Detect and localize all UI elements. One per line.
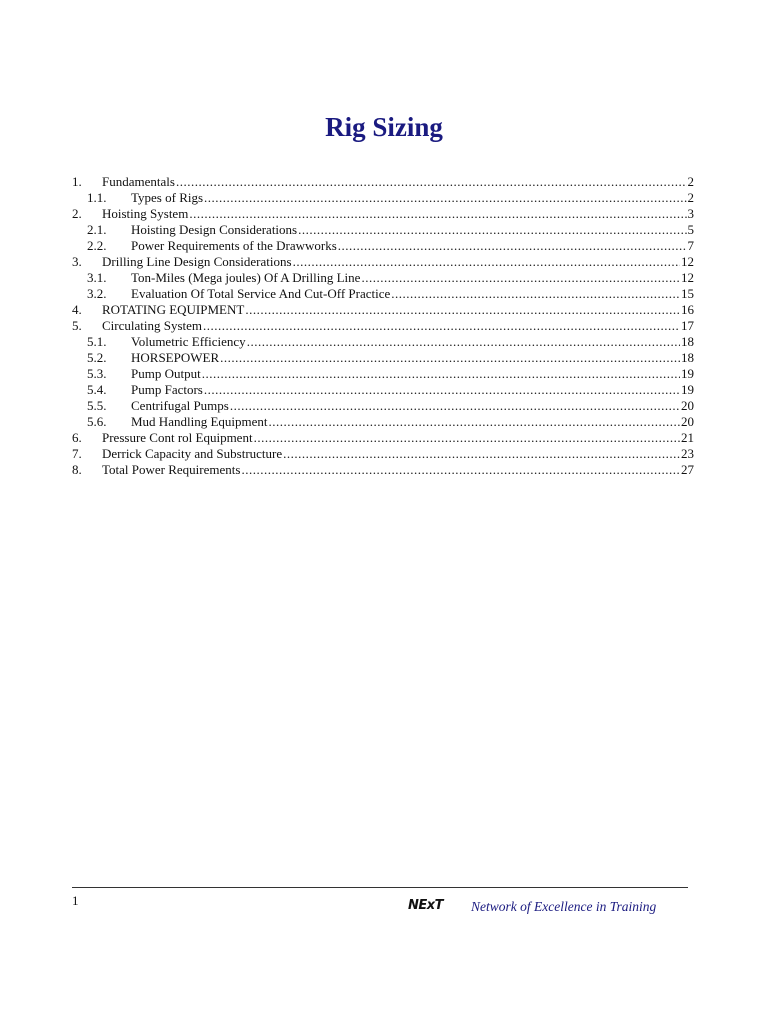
toc-entry-number: 4. (72, 302, 82, 317)
toc-entry[interactable] (72, 206, 694, 222)
toc-entry-label: Pump Output (131, 366, 201, 381)
toc-entry[interactable] (72, 254, 694, 270)
toc-entry[interactable] (72, 222, 694, 238)
footer-tagline: Network of Excellence in Training (471, 899, 657, 914)
toc-dot-leader (189, 206, 686, 222)
toc-entry-number: 5.3. (87, 366, 107, 381)
toc-entry-number: 8. (72, 462, 82, 477)
table-of-contents (72, 174, 694, 478)
toc-entry-page: 20 (681, 414, 694, 429)
toc-entry[interactable] (72, 414, 694, 430)
toc-entry[interactable] (72, 462, 694, 478)
toc-dot-leader (220, 350, 680, 366)
toc-entry-label: Power Requirements of the Drawworks (131, 238, 337, 253)
toc-entry-number: 2. (72, 206, 82, 221)
toc-entry-page: 7 (687, 238, 694, 253)
toc-entry-number: 5.2. (87, 350, 107, 365)
toc-dot-leader (247, 334, 680, 350)
footer-divider (72, 887, 688, 888)
toc-entry[interactable] (72, 238, 694, 254)
page-number: 1 (72, 893, 79, 908)
toc-entry-page: 23 (681, 446, 694, 461)
toc-entry[interactable] (72, 382, 694, 398)
toc-entry-number: 5.4. (87, 382, 107, 397)
document-title: Rig Sizing (325, 112, 443, 142)
toc-entry-label: ROTATING EQUIPMENT (102, 302, 245, 317)
toc-dot-leader (338, 238, 687, 254)
toc-entry-number: 5. (72, 318, 82, 333)
toc-entry-label: Volumetric Efficiency (131, 334, 246, 349)
toc-entry-label: Drilling Line Design Considerations (102, 254, 292, 269)
toc-entry[interactable] (72, 350, 694, 366)
toc-entry[interactable] (72, 446, 694, 462)
toc-dot-leader (283, 446, 680, 462)
toc-entry-page: 5 (687, 222, 694, 237)
toc-entry-page: 16 (681, 302, 694, 317)
toc-dot-leader (269, 414, 681, 430)
toc-entry-page: 27 (681, 462, 694, 477)
toc-entry-page: 15 (681, 286, 694, 301)
toc-entry-number: 7. (72, 446, 82, 461)
toc-entry[interactable] (72, 398, 694, 414)
toc-entry-number: 1. (72, 174, 82, 189)
toc-dot-leader (241, 462, 680, 478)
toc-entry-number: 1.1. (87, 190, 107, 205)
toc-entry[interactable] (72, 190, 694, 206)
toc-entry-page: 12 (681, 254, 694, 269)
toc-dot-leader (361, 270, 680, 286)
toc-dot-leader (176, 174, 687, 190)
toc-entry[interactable] (72, 286, 694, 302)
toc-dot-leader (293, 254, 680, 270)
toc-entry-label: Centrifugal Pumps (131, 398, 229, 413)
toc-dot-leader (203, 318, 680, 334)
toc-entry-page: 19 (681, 366, 694, 381)
toc-entry-label: Pump Factors (131, 382, 203, 397)
toc-entry-number: 5.6. (87, 414, 107, 429)
toc-entry[interactable] (72, 430, 694, 446)
toc-entry[interactable] (72, 302, 694, 318)
toc-dot-leader (204, 382, 680, 398)
toc-entry[interactable] (72, 334, 694, 350)
next-logo: NExT (408, 898, 444, 913)
toc-entry-number: 5.1. (87, 334, 107, 349)
toc-entry-label: Fundamentals (102, 174, 175, 189)
toc-entry-label: Hoisting Design Considerations (131, 222, 298, 237)
toc-entry-number: 6. (72, 430, 82, 445)
toc-entry[interactable] (72, 174, 694, 190)
toc-entry-number: 5.5. (87, 398, 107, 413)
toc-entry-number: 3. (72, 254, 82, 269)
toc-entry-number: 3.2. (87, 286, 107, 301)
toc-entry-label: HORSEPOWER (131, 350, 220, 365)
toc-entry-page: 21 (681, 430, 694, 445)
toc-dot-leader (391, 286, 680, 302)
toc-entry-label: Total Power Requirements (102, 462, 241, 477)
toc-dot-leader (230, 398, 680, 414)
toc-entry-label: Circulating System (102, 318, 203, 333)
toc-entry-number: 3.1. (87, 270, 107, 285)
toc-dot-leader (298, 222, 686, 238)
toc-dot-leader (245, 302, 680, 318)
toc-entry[interactable] (72, 318, 694, 334)
toc-entry-page: 2 (687, 190, 694, 205)
toc-entry-label: Mud Handling Equipment (131, 414, 268, 429)
toc-entry-label: Pressure Cont rol Equipment (102, 430, 253, 445)
toc-entry[interactable] (72, 270, 694, 286)
toc-entry-page: 17 (681, 318, 694, 333)
toc-entry-page: 19 (681, 382, 694, 397)
toc-entry-label: Types of Rigs (131, 190, 204, 205)
toc-entry[interactable] (72, 366, 694, 382)
toc-entry-page: 18 (681, 350, 694, 365)
toc-entry-label: Evaluation Of Total Service And Cut-Off Practice (131, 286, 391, 301)
toc-entry-page: 20 (681, 398, 694, 413)
toc-entry-page: 2 (687, 174, 694, 189)
toc-dot-leader (254, 430, 680, 446)
toc-entry-label: Hoisting System (102, 206, 189, 221)
toc-entry-label: Derrick Capacity and Substructure (102, 446, 283, 461)
toc-entry-number: 2.1. (87, 222, 107, 237)
toc-entry-page: 18 (681, 334, 694, 349)
toc-entry-page: 3 (687, 206, 694, 221)
toc-dot-leader (204, 190, 686, 206)
toc-entry-label: Ton-Miles (Mega joules) Of A Drilling Line (131, 270, 361, 285)
toc-dot-leader (202, 366, 680, 382)
toc-entry-number: 2.2. (87, 238, 107, 253)
toc-entry-page: 12 (681, 270, 694, 285)
